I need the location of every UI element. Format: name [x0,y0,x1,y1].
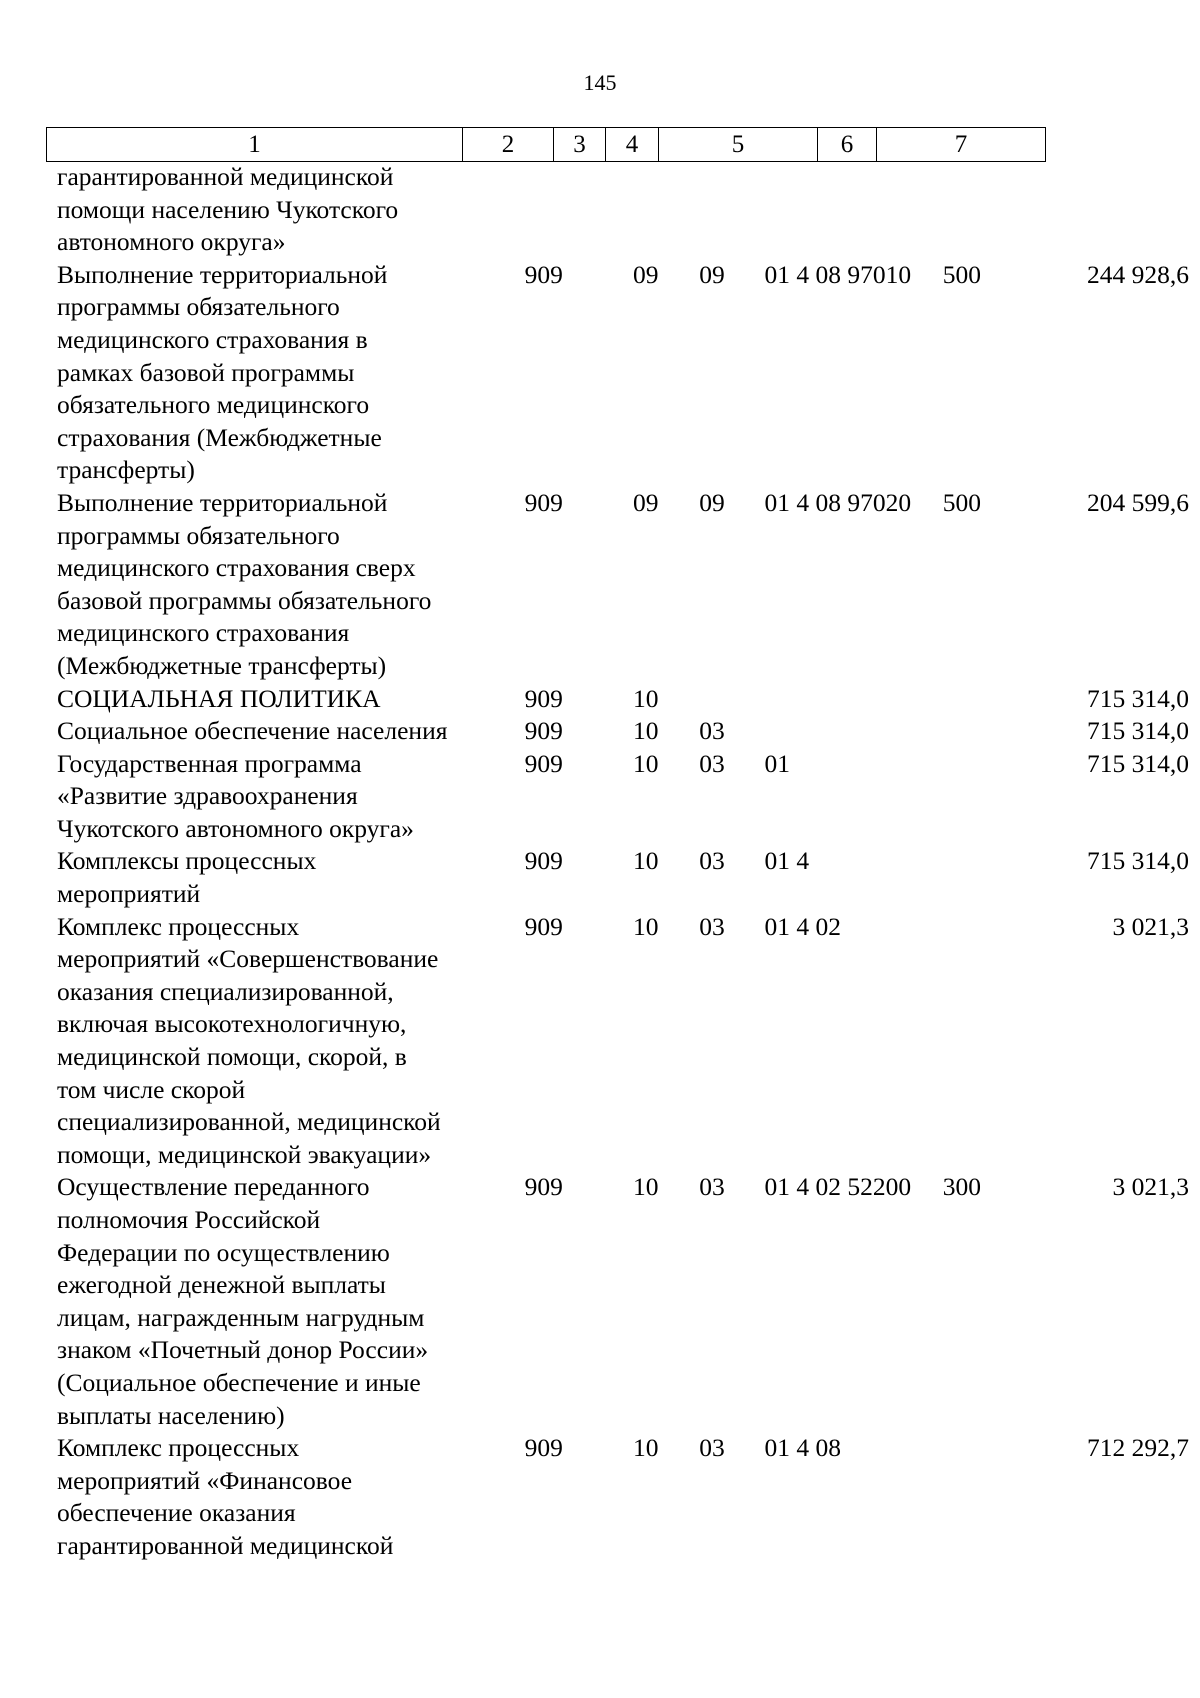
description-line: (Социальное обеспечение и иные [57,1367,421,1397]
description-line: программы обязательного [57,292,340,322]
row-expense-type-code [937,845,1006,910]
row-subsection-code: 09 [699,487,725,517]
row-expense-type-code [937,683,1006,716]
row-subsection-code: 03 [699,1433,725,1463]
description-line: Социальное обеспечение населения [57,716,448,746]
row-description [46,487,511,683]
description-line: ежегодной денежной выплаты [57,1270,386,1300]
row-admin-code: 909 [524,1172,563,1202]
row-section-code: 10 [633,1433,659,1463]
description-line: страхования (Межбюджетные [57,422,382,452]
table-row [46,748,1200,846]
row-description [46,259,511,487]
row-description [46,911,511,1172]
row-amount: 715 314,0 [1087,683,1189,713]
row-description [46,845,511,910]
description-line: оказания специализированной, [57,976,394,1006]
column-header-row [47,128,1046,162]
row-expense-type-code: 500 [942,259,982,289]
description-line: полномочия Российской [57,1205,321,1234]
column-header-3: 3 [554,128,606,162]
column-header-7: 7 [877,128,1046,162]
column-header-table [46,127,1046,162]
description-line: Выполнение территориальной [57,259,388,289]
description-line: рамках базовой программы [57,357,355,387]
description-line: медицинского страхования сверх [57,553,416,583]
row-target-article-code: 01 4 02 52200 [764,1172,912,1202]
row-amount: 3 021,3 [1112,1172,1189,1202]
row-target-article-code [753,161,936,259]
row-amount: 715 314,0 [1087,748,1189,778]
row-subsection-code: 03 [699,716,725,746]
row-section-code: 09 [633,259,659,289]
row-amount: 715 314,0 [1087,846,1189,876]
budget-table-body [46,161,1200,1563]
description-line: медицинской помощи, скорой, в [57,1042,407,1072]
row-admin-code: 909 [524,259,563,289]
row-amount: 3 021,3 [1112,911,1189,941]
table-row [46,1432,1200,1562]
description-line: гарантированной медицинской [57,162,394,191]
row-target-article-code: 01 4 08 [764,1433,841,1463]
description-line: Федерации по осуществлению [57,1237,390,1267]
row-subsection-code [688,161,753,259]
row-subsection-code: 09 [699,259,725,289]
column-header-6: 6 [818,128,877,162]
description-line: выплаты населению) [57,1400,285,1430]
description-line: обязательного медицинского [57,390,370,420]
description-line: автономного округа» [57,227,286,257]
row-section-code: 10 [633,748,659,778]
row-section-code: 10 [633,911,659,941]
row-target-article-code: 01 4 02 [764,911,841,941]
row-amount: 715 314,0 [1087,716,1189,746]
table-row [46,715,1200,748]
table-row [46,161,1200,259]
row-target-article-code: 01 4 08 97010 [764,259,912,289]
row-subsection-code: 03 [699,748,725,778]
row-target-article-code: 01 4 [764,846,810,876]
table-row [46,487,1200,683]
description-line: специализированной, медицинской [57,1107,441,1137]
description-line: включая высокотехнологичную, [57,1009,407,1039]
table-row [46,1171,1200,1432]
description-line: обеспечение оказания [57,1498,296,1528]
row-admin-code: 909 [524,716,563,746]
description-line: «Развитие здравоохранения [57,781,358,811]
description-line: помощи, медицинской эвакуации» [57,1139,432,1169]
description-line: базовой программы обязательного [57,585,432,615]
row-description [46,715,511,748]
description-line: программы обязательного [57,520,340,550]
row-description [46,1432,511,1562]
description-line: Чукотского автономного округа» [57,813,414,843]
description-line: трансферты) [57,455,195,485]
row-expense-type-code [937,1432,1006,1562]
row-expense-type-code: 300 [942,1172,982,1202]
row-expense-type-code [937,911,1006,1172]
column-header-2: 2 [463,128,554,162]
row-admin-code [511,161,621,259]
description-line: том числе скорой [57,1074,246,1104]
description-line: Выполнение территориальной [57,487,388,517]
description-line: Комплекс процессных [57,911,300,941]
row-admin-code: 909 [524,1433,563,1463]
description-line: мероприятий [57,879,201,909]
description-line: СОЦИАЛЬНАЯ ПОЛИТИКА [57,683,381,713]
column-header-5: 5 [659,128,818,162]
row-admin-code: 909 [524,487,563,517]
table-row [46,683,1200,716]
row-section-code: 10 [633,716,659,746]
row-section-code: 10 [633,1172,659,1202]
row-description [46,683,511,716]
description-line: Комплексы процессных [57,846,317,876]
description-line: Осуществление переданного [57,1172,370,1202]
page-number: 145 [583,70,617,95]
table-row [46,845,1200,910]
column-header-1: 1 [47,128,463,162]
row-expense-type-code [937,748,1006,846]
description-line: гарантированной медицинской [57,1530,394,1560]
row-target-article-code [753,715,936,748]
description-line: (Межбюджетные трансферты) [57,650,387,680]
table-row [46,911,1200,1172]
row-section-code: 10 [633,846,659,876]
row-target-article-code [753,683,936,716]
row-amount: 712 292,7 [1087,1433,1189,1463]
row-expense-type-code: 500 [942,487,982,517]
row-admin-code: 909 [524,846,563,876]
description-line: помощи населению Чукотского [57,194,399,224]
description-line: Государственная программа [57,748,362,778]
column-header-4: 4 [606,128,659,162]
description-line: медицинского страхования в [57,324,368,354]
row-section-code: 10 [633,683,659,713]
row-amount [1006,161,1200,259]
row-admin-code: 909 [524,683,563,713]
description-line: Комплекс процессных [57,1433,300,1463]
row-subsection-code: 03 [699,846,725,876]
row-amount: 204 599,6 [1087,487,1189,517]
row-expense-type-code [937,161,1006,259]
row-admin-code: 909 [524,911,563,941]
description-line: мероприятий «Финансовое [57,1465,353,1495]
row-expense-type-code [937,715,1006,748]
description-line: медицинского страхования [57,618,350,648]
description-line: знаком «Почетный донор России» [57,1335,429,1365]
row-subsection-code: 03 [699,1172,725,1202]
row-target-article-code: 01 [764,748,790,778]
row-section-code: 09 [633,487,659,517]
row-description [46,1171,511,1432]
description-line: лицам, награжденным нагрудным [57,1302,425,1332]
row-description [46,748,511,846]
description-line: мероприятий «Совершенствование [57,944,439,974]
row-subsection-code [688,683,753,716]
row-description [46,161,511,259]
row-amount: 244 928,6 [1087,259,1189,289]
table-row [46,259,1200,487]
row-admin-code: 909 [524,748,563,778]
row-section-code [621,161,688,259]
row-subsection-code: 03 [699,911,725,941]
row-target-article-code: 01 4 08 97020 [764,487,912,517]
